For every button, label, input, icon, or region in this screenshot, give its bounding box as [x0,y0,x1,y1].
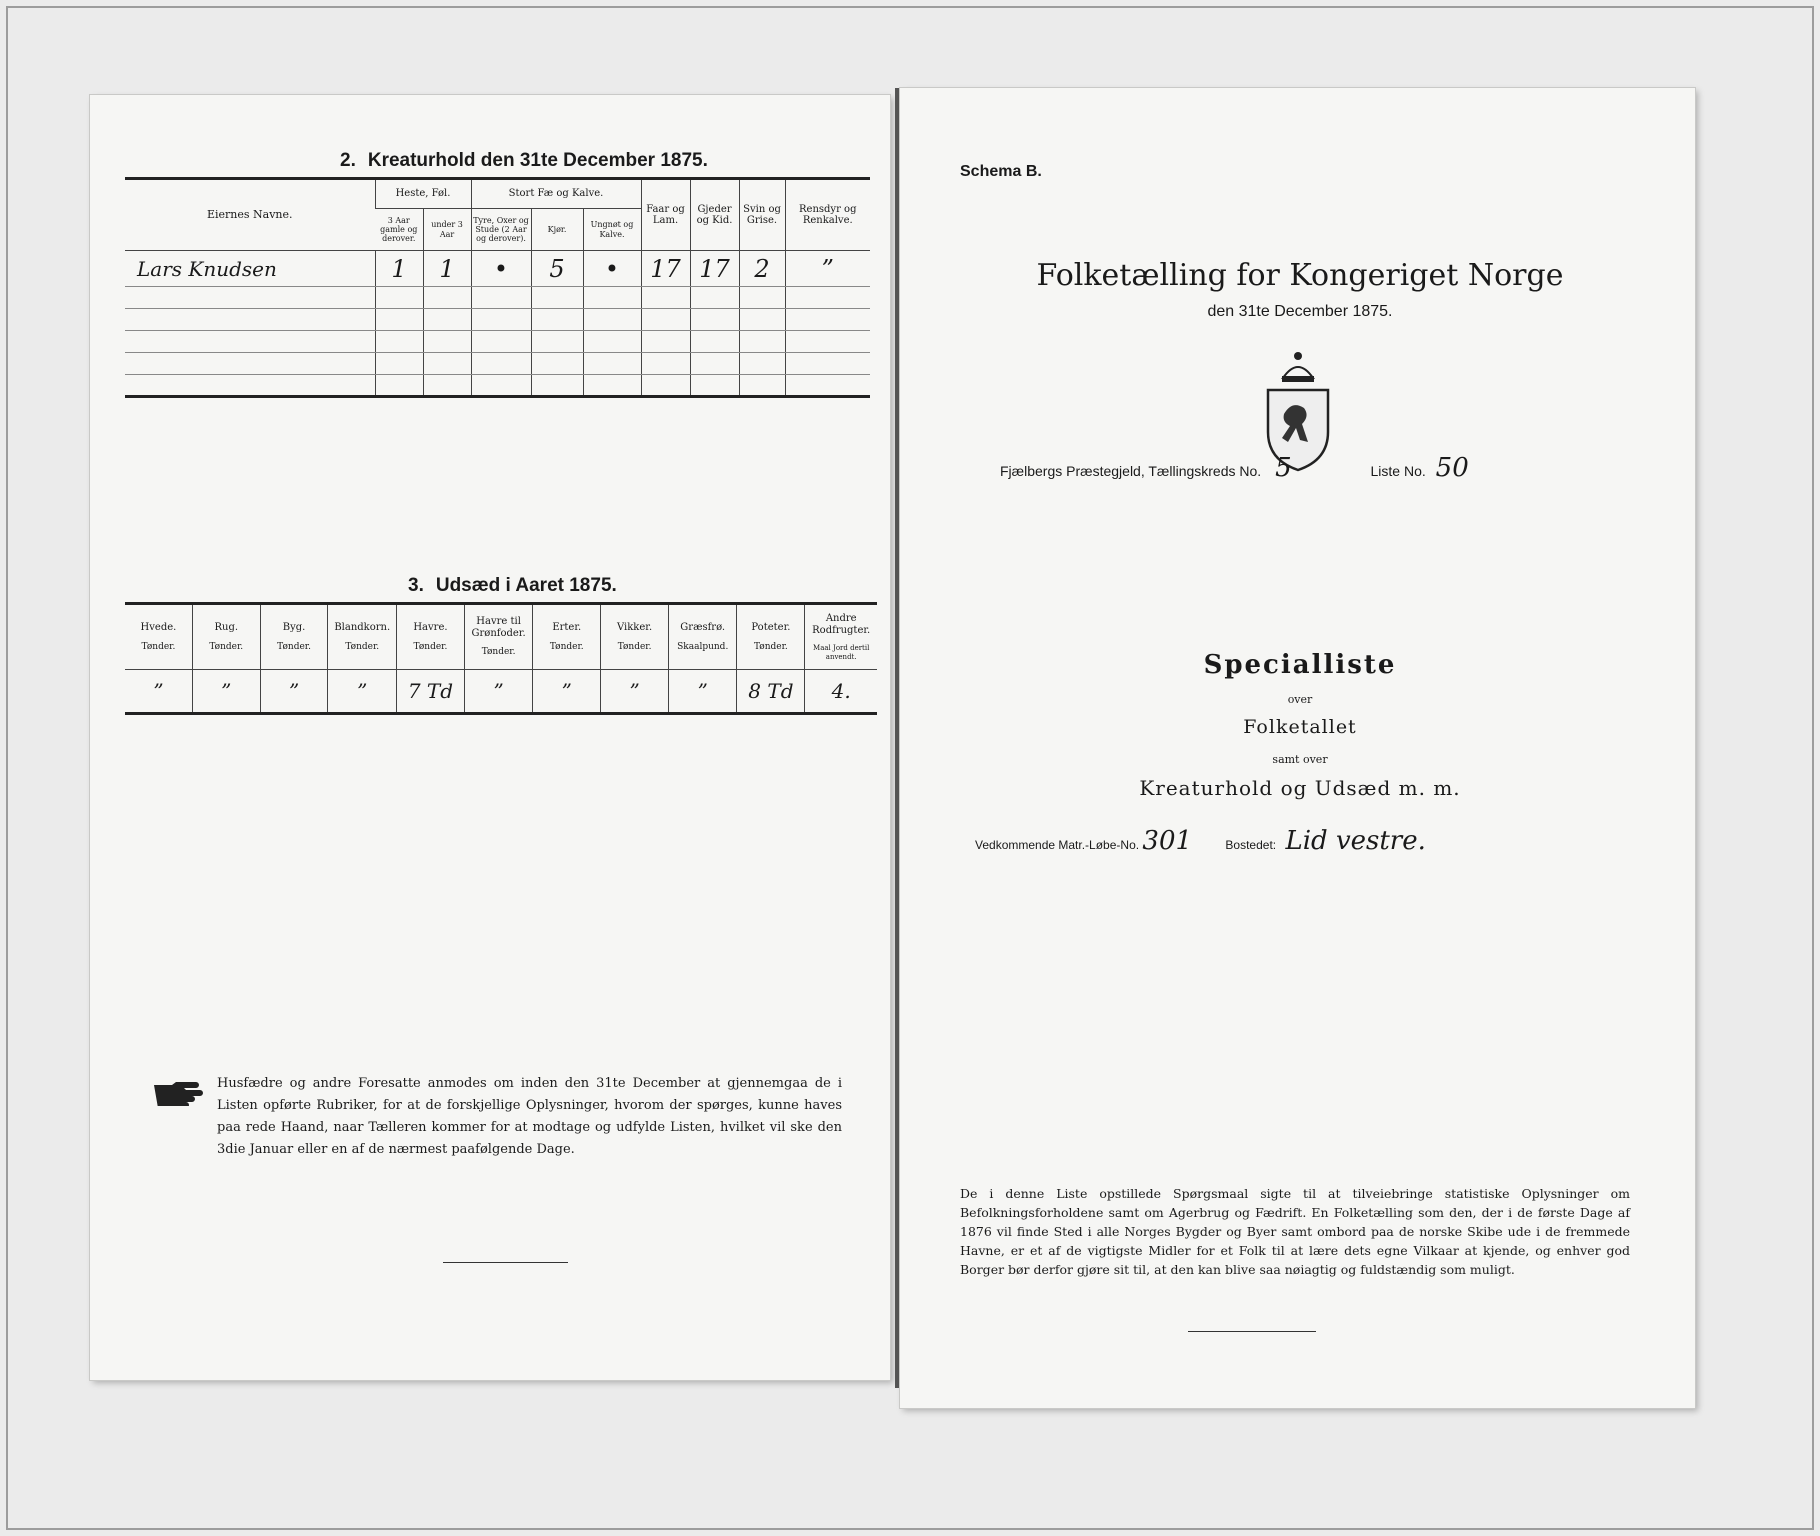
table-row [125,353,870,375]
sowing-col-name: Havre til Grønfoder. [471,616,526,639]
bottom-paragraph: De i denne Liste opstillede Spørgsmaal sigte til at tilveiebringe statistiske Oplysninger om Befolkningsforholdene samt om Agerbrug og Fædrift. En Folketælling som den, der i de første Dage af 1876 vil finde Sted i alle Norges Bygder og Byer samt ombord paa de norske Skibe ude i de fremmede Havne, er et af de vigtigste Midler for et Folk til at lære dets egne Vilkaar at kjende, og enhver god Borger bør derfor gjøre sit til, at den kan blive saa nøiagtig og fuldstændig som muligt. [960,1186,1630,1277]
col-owner: Eiernes Navne. [125,179,375,251]
col-goats: Gjeder og Kid. [690,179,739,251]
col-reindeer: Rensdyr og Renkalve. [785,179,870,251]
table-row [125,331,870,353]
sowing-col-header [737,604,805,670]
owner-name: Lars Knudsen [125,251,375,287]
sowing-col-unit: Tønder. [413,641,448,652]
sowing-value-cell: ” [328,670,397,714]
sowing-col-unit: Tønder. [549,641,584,652]
table-row [125,309,870,331]
sowing-value-cell: 4. [805,670,877,714]
district-number: 5 [1275,453,1292,483]
sowing-col-header [328,604,397,670]
sowing-col-header [805,604,877,670]
col-pigs: Svin og Grise. [739,179,785,251]
closing-rule [1188,1331,1316,1332]
cell-reindeer: ” [785,251,870,287]
sowing-col-name: Byg. [282,622,306,634]
sowing-col-name: Blandkorn. [334,622,391,634]
col-calves: Ungnøt og Kalve. [583,209,641,251]
livestock-table [125,177,870,398]
left-page [90,95,890,1380]
sowing-value-cell: ” [601,670,669,714]
col-sheep: Faar og Lam. [641,179,690,251]
sowing-value-cell: 7 Td [397,670,465,714]
sowing-col-unit: Tønder. [277,641,311,652]
sowing-col-name: Rug. [214,622,239,634]
matr-number: 301 [1142,826,1193,856]
table-row [125,251,870,287]
census-date: den 31te December 1875. [1207,303,1393,320]
sowing-value-cell: ” [192,670,260,714]
sowing-col-name: Erter. [552,622,582,634]
specialliste-heading: Specialliste [1203,650,1397,680]
schema-label: Schema B. [960,163,1042,180]
sowing-col-header [464,604,533,670]
sowing-col-header [192,604,260,670]
pointing-hand-icon [152,1080,207,1106]
folketallet-label: Folketallet [1243,716,1357,738]
sowing-col-name: Græsfrø. [680,622,726,634]
sowing-col-unit: Tønder. [345,641,380,652]
cell-bulls: • [471,251,531,287]
over-label: over [1287,693,1313,706]
instruction-note: Husfædre og andre Foresatte anmodes om inden den 31te December at gjennemgaa de i Listen opførte Rubriker, for at de forskjellige Oplysninger, hvorom der spørges, kunne haves paa rede Haand, naar Tælleren kommer for at modtage og udfylde Listen, hvilket vil ske den 3die Januar eller en af de nærmest paafølgende Dage. [217,1076,842,1157]
col-cows: Kjør. [531,209,583,251]
sowing-col-header [669,604,737,670]
sowing-value-cell: ” [669,670,737,714]
samt-over-label: samt over [1272,753,1328,766]
sowing-col-header [601,604,669,670]
livestock-title: 2. Kreaturhold den 31te December 1875. [340,150,708,171]
cell-cows: 5 [531,251,583,287]
livestock-heading: Kreaturhold og Udsæd m. m. [1139,776,1461,800]
sowing-col-name: Poteter. [751,622,791,634]
cell-pigs: 2 [739,251,785,287]
sowing-col-name: Vikker. [617,622,653,634]
sowing-col-unit: Skaalpund. [677,641,729,652]
group-horses: Heste, Føl. [375,179,471,209]
table-row [125,670,877,714]
sowing-col-unit: Tønder. [617,641,652,652]
col-horse-young: under 3 Aar [423,209,471,251]
col-bulls: Tyre, Oxer og Stude (2 Aar og derover). [471,209,531,251]
sowing-col-unit: Maal Jord dertil anvendt. [813,644,870,661]
matr-line: Vedkommende Matr.-Løbe-No. 301 Bostedet: Lid vestre. [975,826,1426,856]
cell-horse-old: 1 [375,251,423,287]
cell-horse-young: 1 [423,251,471,287]
bosted-value: Lid vestre. [1285,826,1426,856]
sowing-col-header [533,604,601,670]
census-title: Folketælling for Kongeriget Norge [1036,258,1564,293]
closing-rule [443,1262,568,1263]
sowing-col-unit: Tønder. [754,641,788,652]
sowing-col-unit: Tønder. [209,641,244,652]
cell-calves: • [583,251,641,287]
cell-goats: 17 [690,251,739,287]
sowing-col-header [397,604,465,670]
sowing-col-header [260,604,328,670]
sowing-title: 3. Udsæd i Aaret 1875. [408,575,617,596]
sowing-col-name: Havre. [413,622,448,634]
col-horse-old: 3 Aar gamle og derover. [375,209,423,251]
sowing-table [125,602,877,715]
parish-line: Fjælbergs Præstegjeld, Tællingskreds No. 5 Liste No. 50 [1000,453,1469,483]
sowing-value-cell: ” [464,670,533,714]
sowing-value-cell: ” [125,670,192,714]
group-cattle: Stort Fæ og Kalve. [471,179,641,209]
cell-sheep: 17 [641,251,690,287]
sowing-col-header [125,604,192,670]
sowing-value-cell: ” [533,670,601,714]
sowing-col-unit: Tønder. [141,641,176,652]
sowing-value-cell: 8 Td [737,670,805,714]
sowing-col-name: Hvede. [140,622,177,634]
table-row [125,287,870,309]
sowing-col-name: Andre Rodfrugter. [812,613,871,636]
sowing-col-unit: Tønder. [481,647,516,658]
sowing-value-cell: ” [260,670,328,714]
table-row [125,375,870,397]
list-number: 50 [1435,453,1469,483]
right-page [900,88,1695,1408]
